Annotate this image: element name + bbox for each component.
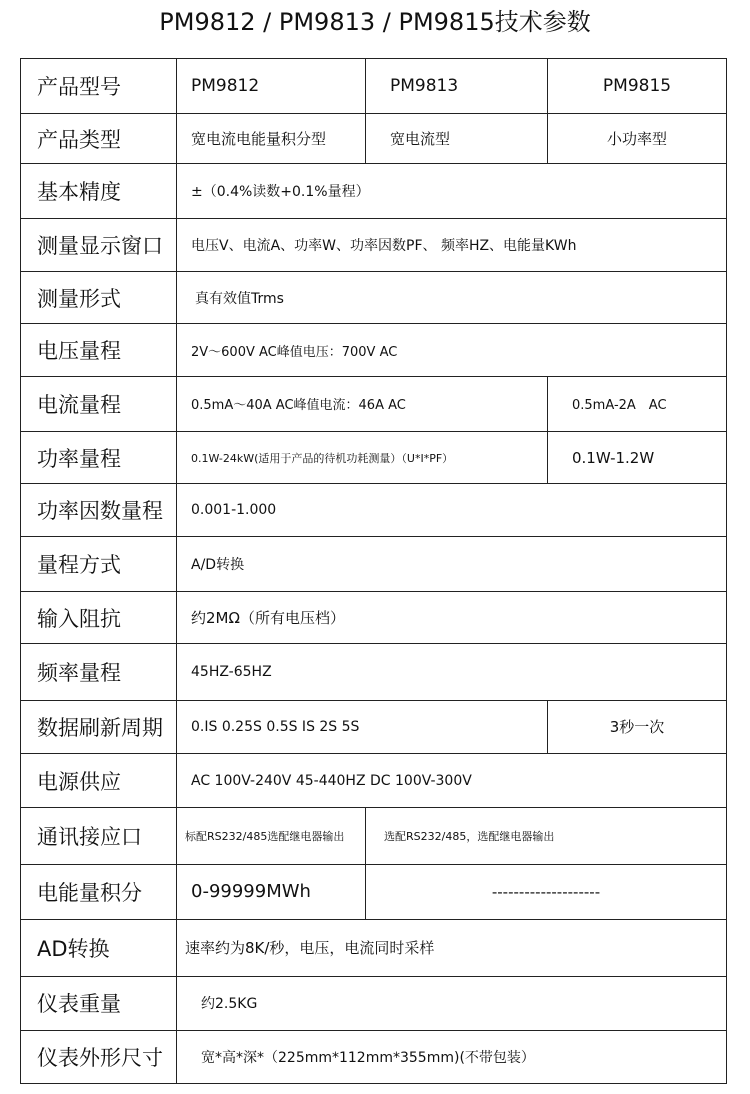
energy-pm9813-pm9815: -------------------- — [366, 865, 727, 920]
table-row — [21, 753, 727, 808]
table-row — [21, 324, 727, 377]
row-label-ad: AD转换 — [21, 919, 177, 976]
comm-pm9812: 标配RS232/485选配继电器输出 — [177, 808, 366, 865]
row-label-method: 测量形式 — [21, 271, 177, 324]
page-title: PM9812 / PM9813 / PM9815技术参数 — [159, 8, 591, 36]
row-label-pf-range: 功率因数量程 — [21, 484, 177, 537]
size-value: 宽*高*深*（225mm*112mm*355mm)(不带包装） — [177, 1031, 727, 1084]
row-label-power-supply: 电源供应 — [21, 753, 177, 808]
row-label-type: 产品类型 — [21, 113, 177, 164]
power-range-value: 0.1W-24kW(适用于产品的待机功耗测量）（U*I*PF） — [177, 431, 548, 484]
row-label-display: 测量显示窗口 — [21, 219, 177, 272]
row-label-accuracy: 基本精度 — [21, 164, 177, 219]
table-row — [21, 484, 727, 537]
table-row — [21, 591, 727, 644]
table-row — [21, 113, 727, 164]
comm-pm9813-pm9815: 选配RS232/485，选配继电器输出 — [366, 808, 727, 865]
row-label-model: 产品型号 — [21, 59, 177, 114]
table-row — [21, 164, 727, 219]
table-row — [21, 1031, 727, 1084]
current-range-value: 0.5mA～40A AC峰值电流：46A AC — [177, 376, 548, 431]
table-row — [21, 536, 727, 591]
row-label-range-mode: 量程方式 — [21, 536, 177, 591]
pf-range-value: 0.001-1.000 — [177, 484, 727, 537]
row-label-weight: 仪表重量 — [21, 976, 177, 1031]
row-label-impedance: 输入阻抗 — [21, 591, 177, 644]
row-label-energy: 电能量积分 — [21, 865, 177, 920]
power-supply-value: AC 100V-240V 45-440HZ DC 100V-300V — [177, 753, 727, 808]
table-row — [21, 808, 727, 865]
type-pm9812: 宽电流电能量积分型 — [177, 113, 366, 164]
type-pm9813: 宽电流型 — [366, 113, 548, 164]
weight-value: 约2.5KG — [177, 976, 727, 1031]
row-label-freq-range: 频率量程 — [21, 644, 177, 701]
method-value: 真有效值Trms — [177, 271, 727, 324]
table-row — [21, 376, 727, 431]
table-row — [21, 701, 727, 754]
spec-table — [20, 58, 727, 1084]
table-row — [21, 865, 727, 920]
power-range-pm9815: 0.1W-1.2W — [548, 431, 727, 484]
table-row — [21, 219, 727, 272]
type-pm9815: 小功率型 — [548, 113, 727, 164]
display-value: 电压V、电流A、功率W、功率因数PF、 频率HZ、电能量KWh — [177, 219, 727, 272]
table-row — [21, 919, 727, 976]
row-label-comm: 通讯接应口 — [21, 808, 177, 865]
table-row — [21, 976, 727, 1031]
row-label-power-range: 功率量程 — [21, 431, 177, 484]
row-label-refresh: 数据刷新周期 — [21, 701, 177, 754]
refresh-pm9815: 3秒一次 — [548, 701, 727, 754]
refresh-value: 0.IS 0.25S 0.5S IS 2S 5S — [177, 701, 548, 754]
table-row — [21, 431, 727, 484]
voltage-range-value: 2V～600V AC峰值电压：700V AC — [177, 324, 727, 377]
freq-range-value: 45HZ-65HZ — [177, 644, 727, 701]
table-row — [21, 644, 727, 701]
row-label-voltage-range: 电压量程 — [21, 324, 177, 377]
table-row — [21, 59, 727, 114]
ad-value: 速率约为8K/秒，电压，电流同时采样 — [177, 919, 727, 976]
row-label-size: 仪表外形尺寸 — [21, 1031, 177, 1084]
model-pm9813: PM9813 — [366, 59, 548, 114]
model-pm9812: PM9812 — [177, 59, 366, 114]
range-mode-value: A/D转换 — [177, 536, 727, 591]
row-label-current-range: 电流量程 — [21, 376, 177, 431]
current-range-pm9815: 0.5mA-2A AC — [548, 376, 727, 431]
energy-pm9812: 0-99999MWh — [177, 865, 366, 920]
accuracy-value: ±（0.4%读数+0.1%量程） — [177, 164, 727, 219]
impedance-value: 约2MΩ（所有电压档） — [177, 591, 727, 644]
table-row — [21, 271, 727, 324]
model-pm9815: PM9815 — [548, 59, 727, 114]
